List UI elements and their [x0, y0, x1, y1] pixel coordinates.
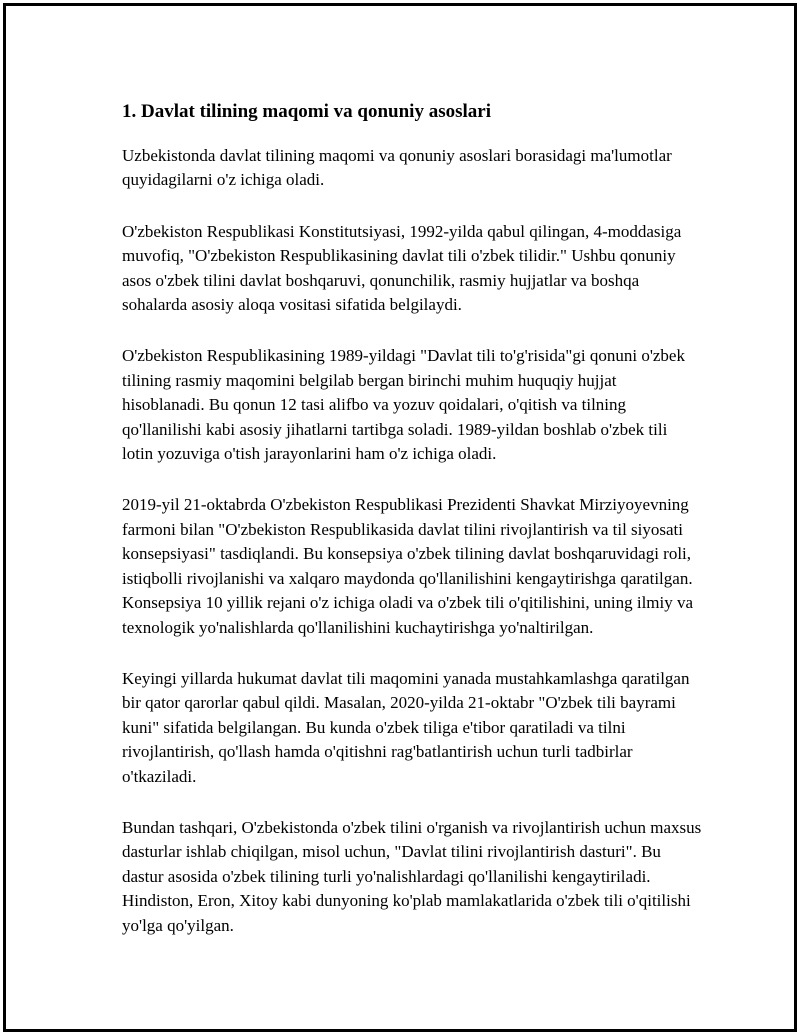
section-heading: 1. Davlat tilining maqomi va qonuniy asoslari	[122, 101, 491, 122]
document-body	[122, 98, 702, 965]
paragraph-constitution: O'zbekiston Respublikasi Konstitutsiyasi, 1992-yilda qabul qilingan, 4-moddasiga muvofiq, "O'zbekiston Respublikasining davlat tili o'zbek tilidir." Ushbu qonuniy asos o'zbek tilini davlat boshqaruvi, qonunchilik, rasmiy hujjatlar va boshqa sohalarda asosiy aloqa vositasi sifatida belgilaydi.	[122, 221, 682, 315]
paragraph-intro: Uzbekistonda davlat tilining maqomi va qonuniy asoslari borasidagi ma'lumotlar quyidagilarni o'z ichiga oladi.	[122, 146, 672, 190]
paragraph-2019-concept: 2019-yil 21-oktabrda O'zbekiston Respublikasi Prezidenti Shavkat Mirziyoyevning farmoni bilan "O'zbekiston Respublikasida davlat tilini rivojlantirish va til siyosati konsepsiyasi" tasdiqlandi. Bu konsepsiya o'zbek tilining davlat boshqaruvidagi roli, istiqbolli rivojlanishi va xalqaro maydonda qo'llanilishini kengaytirishga qaratilgan. Konsepsiya 10 yillik rejani o'z ichiga oladi va o'zbek tili o'qitilishini, uning ilmiy va texnologik yo'nalishlarda qo'llanilishini kuchaytirishga yo'naltirilgan.	[122, 495, 694, 637]
paragraph-language-day: Keyingi yillarda hukumat davlat tili maqomini yanada mustahkamlashga qaratilgan bir qator qarorlar qabul qildi. Masalan, 2020-yilda 21-oktabr "O'zbek tili bayrami kuni" sifatida belgilangan. Bu kunda o'zbek tiliga e'tibor qaratiladi va tilni rivojlantirish, qo'llash hamda o'qitishni rag'batlantirish uchun turli tadbirlar o'tkaziladi.	[122, 668, 690, 786]
page-frame	[3, 3, 797, 1032]
paragraph-programs: Bundan tashqari, O'zbekistonda o'zbek tilini o'rganish va rivojlantirish uchun maxsus dasturlar ishlab chiqilgan, misol uchun, "Davlat tilini rivojlantirish dasturi". Bu dastur asosida o'zbek tilining turli yo'nalishlardagi qo'llanilishi kengaytiriladi. Hindiston, Eron, Xitoy kabi dunyoning ko'plab mamlakatlarida o'zbek tili o'qitilishi yo'lga qo'yilgan.	[122, 817, 702, 935]
paragraph-1989-law: O'zbekiston Respublikasining 1989-yildagi "Davlat tili to'g'risida"gi qonuni o'zbek tilining rasmiy maqomini belgilab bergan birinchi muhim huquqiy hujjat hisoblanadi. Bu qonun 12 tasi alifbo va yozuv qoidalari, o'qitish va tilning qo'llanilishi kabi asosiy jihatlarni tartibga soladi. 1989-yildan boshlab o'zbek tili lotin yozuviga o'tish jarayonlarini ham o'z ichiga oladi.	[122, 346, 685, 464]
